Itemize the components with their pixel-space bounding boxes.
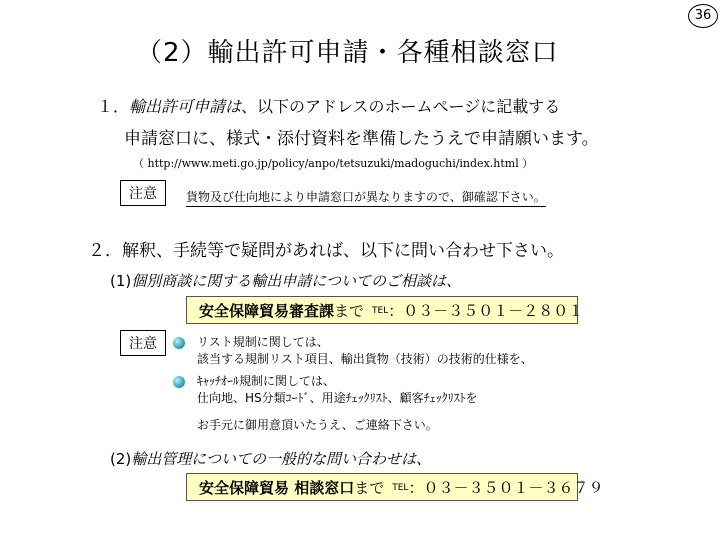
contact-box-consult-made: まで (354, 479, 385, 497)
tel-label: TEL (372, 306, 389, 316)
section1-line1 (97, 94, 560, 117)
sub1-italic: 個別商談に関する輸出申請についてのご相談は、 (131, 272, 461, 290)
sub2-prefix: (2) (110, 450, 132, 468)
bullet2-line1: ｷｬｯﾁｵｰﾙ規制に関しては、 (197, 374, 336, 388)
bullet1-line1: リスト規制に関しては、 (197, 335, 329, 349)
note-text-1: 貨物及び仕向地により申請窓口が異なりますので、御確認下さい。 (186, 188, 546, 207)
closing-text: お手元に御用意頂いたうえ、ご連絡下さい。 (197, 418, 438, 432)
contact-box-consult (186, 473, 604, 501)
section2-sub1 (110, 270, 461, 291)
note-label-2: 注意 (120, 330, 166, 356)
contact-box-consult-tel: ：０３－３５０１－３６７９ (408, 479, 604, 497)
bullet2-line2: 仕向地、HS分類ｺｰﾄﾞ、用途ﾁｪｯｸﾘｽﾄ、顧客ﾁｪｯｸﾘｽﾄを (197, 391, 478, 405)
bullet1-text (197, 334, 533, 368)
sub2-italic: 輸出管理についての一般的な問い合わせは、 (131, 450, 431, 468)
application-url[interactable]: （ http://www.meti.go.jp/policy/anpo/tetsuzuki/madoguchi/index.html ） (133, 157, 534, 170)
section1-prefix: １． (97, 97, 130, 116)
bullet1-line2: 該当する規制リスト項目、輸出貨物（技術）の技術的仕様を、 (197, 352, 533, 366)
contact-box-review-dept: 安全保障貿易審査課 (199, 302, 335, 320)
section1-rest: 、以下のアドレスのホームページに記載する (241, 97, 561, 116)
page-number: 36 (688, 4, 718, 28)
bullet2-text (197, 373, 478, 407)
bullet-icon (173, 337, 185, 349)
page-title: （2）輸出許可申請・各種相談窓口 (136, 38, 559, 68)
section1-line2: 申請窓口に、様式・添付資料を準備したうえで申請願います。 (124, 129, 599, 149)
section2-sub2 (110, 448, 431, 469)
section1-italic: 輸出許可申請は (129, 97, 242, 116)
bullet-icon (173, 376, 185, 388)
contact-box-review-tel: ：０３－３５０１－２８０１ (388, 302, 584, 320)
note-label-1: 注意 (120, 180, 166, 206)
contact-box-review-made: まで (334, 302, 365, 320)
contact-box-consult-dept: 安全保障貿易 相談窓口 (199, 479, 355, 497)
section2-heading: ２．解釈、手続等で疑問があれば、以下に問い合わせ下さい。 (88, 241, 564, 261)
sub1-prefix: (1) (110, 272, 132, 290)
tel-label: TEL (392, 483, 409, 493)
contact-box-review (186, 296, 584, 324)
